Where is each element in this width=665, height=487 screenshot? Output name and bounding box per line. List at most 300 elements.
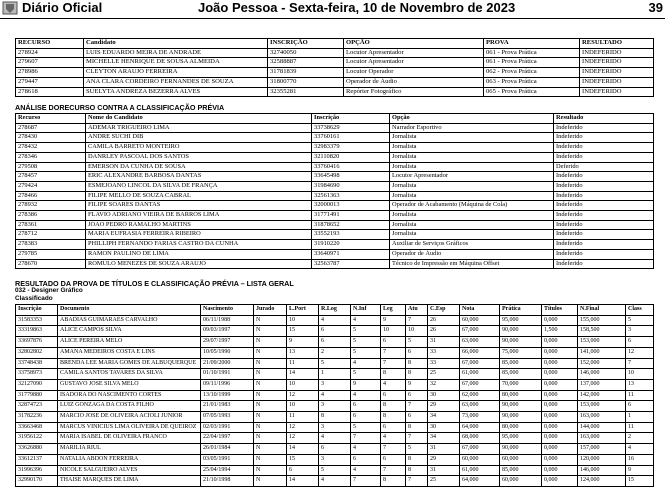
table-cell: 60,000 xyxy=(500,476,542,487)
table-cell: 30 xyxy=(428,390,460,401)
table-cell: N xyxy=(254,337,287,348)
table-cell: 13/10/1999 xyxy=(201,390,254,401)
table-cell: Operador de Áudio xyxy=(344,77,484,87)
table-cell: INDEFERIDO xyxy=(580,77,654,87)
table-cell: N xyxy=(254,476,287,487)
table-cell: 67,000 xyxy=(460,444,500,455)
table-cell: 73,000 xyxy=(460,412,500,423)
table-cell: CAMILA BARRETO MONTEIRO xyxy=(86,143,312,153)
table-cell: N xyxy=(254,347,287,358)
table-cell: 4 xyxy=(351,315,381,326)
table-cell: ERIC ALEXANDRE BARBOSA DANTAS xyxy=(86,172,312,182)
table-cell: 144,000 xyxy=(578,422,626,433)
table-cell: 6 xyxy=(381,422,406,433)
table-cell: 33760161 xyxy=(312,133,390,143)
table-cell: 7 xyxy=(351,476,381,487)
table-cell: 0,000 xyxy=(542,379,578,390)
table-cell: 32802802 xyxy=(16,347,58,358)
table-cell: Indeferido xyxy=(554,259,654,269)
table-cell: 6 xyxy=(319,326,351,337)
table-cell: 3 xyxy=(319,379,351,390)
table-row xyxy=(16,220,654,230)
table-cell: Indeferido xyxy=(554,143,654,153)
table-cell: 5 xyxy=(406,444,428,455)
table-cell: 02/03/1991 xyxy=(201,422,254,433)
column-header: L.Port xyxy=(287,305,319,316)
table-cell: 32561363 xyxy=(312,191,390,201)
table-row xyxy=(16,230,654,240)
table-cell: 278346 xyxy=(16,152,86,162)
table-cell: 7 xyxy=(351,433,381,444)
table-cell: 5 xyxy=(351,347,381,358)
table-cell: 7 xyxy=(626,358,654,369)
table-row xyxy=(16,249,654,259)
table-cell: 0,000 xyxy=(542,401,578,412)
table-row xyxy=(16,191,654,201)
table-cell: 4 xyxy=(319,315,351,326)
table-cell: 7 xyxy=(406,401,428,412)
table-cell: 7 xyxy=(381,444,406,455)
table-cell: 163,000 xyxy=(578,433,626,444)
column-header: Candidato xyxy=(84,39,268,49)
table-cell: 5 xyxy=(319,465,351,476)
table-cell: 9 xyxy=(351,379,381,390)
table-cell: Indeferido xyxy=(554,249,654,259)
table-cell: FLAVIO ADRIANO VIEIRA DE BARROS LIMA xyxy=(86,211,312,221)
table-cell: 8 xyxy=(319,412,351,423)
table-cell: BRENDA LEE MARIA GOMES DE ALBUQUERQUE xyxy=(58,358,201,369)
table-row xyxy=(16,240,654,250)
table-row xyxy=(16,358,654,369)
table-cell: 065 - Prova Prática xyxy=(484,87,580,97)
table-cell: N xyxy=(254,412,287,423)
table-cell: 063 - Prova Prática xyxy=(484,77,580,87)
table-cell: Técnico de Impressão em Máquina Offset xyxy=(390,259,554,269)
table-cell: 6 xyxy=(406,412,428,423)
table-cell: 64,000 xyxy=(460,422,500,433)
table-cell: 12 xyxy=(287,433,319,444)
table-cell: 61,000 xyxy=(460,369,500,380)
table-cell: 85,000 xyxy=(500,369,542,380)
table-cell: Jornalista xyxy=(390,191,554,201)
table-cell: 11 xyxy=(287,358,319,369)
table-cell: 6 xyxy=(319,444,351,455)
table-cell: INDEFERIDO xyxy=(580,48,654,58)
table-cell: ALICE CAMPOS SILVA xyxy=(58,326,201,337)
table-cell: 0,000 xyxy=(542,433,578,444)
table-cell: 278932 xyxy=(16,201,86,211)
column-header: Resultado xyxy=(554,114,654,124)
table-cell: 062 - Prova Prática xyxy=(484,68,580,78)
table-cell: 7 xyxy=(406,315,428,326)
column-header: C.Esp xyxy=(428,305,460,316)
table-cell: 146,000 xyxy=(578,369,626,380)
column-header: Class xyxy=(626,305,654,316)
table-cell: Locutor Apresentador xyxy=(344,48,484,58)
table-cell: 33760416 xyxy=(312,162,390,172)
table-cell: 8 xyxy=(406,465,428,476)
table-cell: 26 xyxy=(428,315,460,326)
table-cell: 10 xyxy=(626,369,654,380)
table-cell: 0,000 xyxy=(542,315,578,326)
section3-title: RESULTADO DA PROVA DE TÍTULOS E CLASSIFICAÇÃO PRÉVIA – LISTA GERAL xyxy=(15,279,294,288)
table-cell: 141,000 xyxy=(578,347,626,358)
column-header: Leg xyxy=(381,305,406,316)
table-cell: 32588887 xyxy=(268,58,344,68)
table-cell: 6 xyxy=(351,412,381,423)
table-cell: 279508 xyxy=(16,162,86,172)
column-header: Títulos xyxy=(542,305,578,316)
table-header-row xyxy=(16,114,654,124)
table-cell: 80,000 xyxy=(500,390,542,401)
table-cell: 153,000 xyxy=(578,401,626,412)
table-cell: 90,000 xyxy=(500,401,542,412)
table-cell: 67,000 xyxy=(460,358,500,369)
table-cell: 29 xyxy=(428,454,460,465)
table-cell: MARIA EUFRASIA FERREIRA RIBEIRO xyxy=(86,230,312,240)
table-cell: Repórter Fotográfico xyxy=(344,87,484,97)
table-cell: 22/04/1997 xyxy=(201,433,254,444)
table-cell: 31984690 xyxy=(312,181,390,191)
table-cell: 8 xyxy=(381,401,406,412)
table-cell: 66,000 xyxy=(460,347,500,358)
table-cell: 278687 xyxy=(16,123,86,133)
table-cell: 5 xyxy=(351,337,381,348)
table-cell: 60,000 xyxy=(460,315,500,326)
table-cell: 278670 xyxy=(16,259,86,269)
table-row xyxy=(16,162,654,172)
table-row xyxy=(16,77,654,87)
table-cell: 5 xyxy=(406,337,428,348)
table-cell: 0,000 xyxy=(542,444,578,455)
table-cell: N xyxy=(254,379,287,390)
table-cell: Indeferido xyxy=(554,133,654,143)
table-cell: Jornalista xyxy=(390,230,554,240)
table-cell: Locutor Apresentador xyxy=(390,172,554,182)
appeals-table-1-header xyxy=(16,39,654,49)
table-row xyxy=(16,422,654,433)
table-cell: 4 xyxy=(351,465,381,476)
table-cell: 6 xyxy=(406,347,428,358)
table-cell: 3 xyxy=(319,422,351,433)
table-cell: Indeferido xyxy=(554,191,654,201)
table-row xyxy=(16,172,654,182)
table-cell: 7 xyxy=(406,433,428,444)
table-cell: 0,000 xyxy=(542,454,578,465)
table-cell: JOAO PEDRO RAMALHO MARTINS xyxy=(86,220,312,230)
table-cell: 0,000 xyxy=(542,337,578,348)
table-cell: 95,000 xyxy=(500,315,542,326)
table-cell: DANRLEY PASCOAL DOS SANTOS xyxy=(86,152,312,162)
column-header: R.Log xyxy=(319,305,351,316)
table-cell: 60,000 xyxy=(500,454,542,465)
table-cell: 7 xyxy=(381,465,406,476)
table-cell: 09/03/1997 xyxy=(201,326,254,337)
table-cell: 7 xyxy=(381,358,406,369)
table-cell: 5 xyxy=(319,358,351,369)
table-cell: LUIS EDUARDO MEIRA DE ANDRADE xyxy=(84,48,268,58)
table-cell: Operador de Áudio xyxy=(390,249,554,259)
table-cell: 5 xyxy=(351,422,381,433)
table-cell: 32355281 xyxy=(268,87,344,97)
table-cell: 061 - Prova Prática xyxy=(484,58,580,68)
table-cell: 279447 xyxy=(16,77,84,87)
table-cell: 33319863 xyxy=(16,326,58,337)
table-cell: 120,000 xyxy=(578,454,626,465)
table-cell: 03/05/1991 xyxy=(201,454,254,465)
table-cell: 07/05/1993 xyxy=(201,412,254,423)
table-cell: Indeferido xyxy=(554,230,654,240)
table-cell: 9 xyxy=(287,337,319,348)
appeals-table-2-header xyxy=(16,114,654,124)
table-cell: 155,000 xyxy=(578,315,626,326)
table-cell: MARILIA RIUL xyxy=(58,444,201,455)
table-cell: 8 xyxy=(406,358,428,369)
table-cell: 10 xyxy=(381,326,406,337)
column-header: Jurado xyxy=(254,305,287,316)
table-row xyxy=(16,379,654,390)
table-cell: 32 xyxy=(428,379,460,390)
table-cell: 7 xyxy=(406,476,428,487)
table-row xyxy=(16,315,654,326)
results-table-header xyxy=(16,305,654,316)
table-cell: 279785 xyxy=(16,249,86,259)
table-cell: 278712 xyxy=(16,230,86,240)
table-cell: 278432 xyxy=(16,143,86,153)
table-cell: 4 xyxy=(626,444,654,455)
table-cell: 85,000 xyxy=(500,465,542,476)
table-cell: 34 xyxy=(428,433,460,444)
table-cell: 0,000 xyxy=(542,358,578,369)
table-cell: MICHELLE HENRIQUE DE SOUSA ALMEIDA xyxy=(84,58,268,68)
table-cell: 8 xyxy=(381,369,406,380)
table-cell: 31779880 xyxy=(16,390,58,401)
table-row xyxy=(16,201,654,211)
column-header: Recurso xyxy=(16,114,86,124)
table-cell: 29 xyxy=(428,401,460,412)
table-cell: 70,000 xyxy=(500,379,542,390)
table-cell: 21/10/1998 xyxy=(201,476,254,487)
table-cell: 137,000 xyxy=(578,379,626,390)
table-cell: 15 xyxy=(626,476,654,487)
table-row xyxy=(16,211,654,221)
table-row xyxy=(16,401,654,412)
table-cell: 21/09/2000 xyxy=(201,358,254,369)
table-cell: N xyxy=(254,444,287,455)
table-cell: CLEYTON ARAUJO FERREIRA xyxy=(84,68,268,78)
table-cell: Narrador Esportivo xyxy=(390,123,554,133)
table-cell: NICOLE SALGUEIRO ALVES xyxy=(58,465,201,476)
table-cell: AMANA MEDEIROS COSTA E LINS xyxy=(58,347,201,358)
table-cell: 6 xyxy=(626,337,654,348)
table-cell: 26 xyxy=(428,326,460,337)
issue-date: João Pessoa - Sexta-feira, 10 de Novembro de 2023 xyxy=(198,0,516,15)
table-row xyxy=(16,123,654,133)
table-cell: 11 xyxy=(626,390,654,401)
table-cell: 80,000 xyxy=(500,422,542,433)
table-cell: Indeferido xyxy=(554,211,654,221)
column-header: PROVA xyxy=(484,39,580,49)
table-cell: 32740050 xyxy=(268,48,344,58)
table-cell: 31996396 xyxy=(16,465,58,476)
table-cell: 061 - Prova Prática xyxy=(484,48,580,58)
table-cell: 163,000 xyxy=(578,412,626,423)
table-cell: Indeferido xyxy=(554,201,654,211)
table-cell: Operador de Acabamento (Máquina de Cola) xyxy=(390,201,554,211)
table-cell: N xyxy=(254,401,287,412)
table-cell: 32990170 xyxy=(16,476,58,487)
table-cell: 33748438 xyxy=(16,358,58,369)
table-cell: 124,000 xyxy=(578,476,626,487)
table-cell: 6 xyxy=(381,390,406,401)
table-cell: Deferido xyxy=(554,162,654,172)
table-row xyxy=(16,433,654,444)
table-cell: 6 xyxy=(381,454,406,465)
table-cell: 278386 xyxy=(16,211,86,221)
table-cell: 16 xyxy=(626,454,654,465)
table-cell: 3 xyxy=(626,326,654,337)
table-cell: Indeferido xyxy=(554,172,654,182)
table-cell: 4 xyxy=(381,379,406,390)
table-cell: 278383 xyxy=(16,240,86,250)
table-cell: N xyxy=(254,433,287,444)
table-cell: 31 xyxy=(428,337,460,348)
table-cell: 278924 xyxy=(16,48,84,58)
table-cell: 15 xyxy=(287,326,319,337)
section3-label: Classificado xyxy=(15,295,53,302)
column-header: OPÇÃO xyxy=(344,39,484,49)
table-cell: Jornalista xyxy=(390,162,554,172)
table-row xyxy=(16,259,654,269)
table-row xyxy=(16,68,654,78)
table-cell: N xyxy=(254,358,287,369)
section3-subtitle: 032 - Designer Gráfico xyxy=(15,287,83,294)
table-cell: 06/11/1988 xyxy=(201,315,254,326)
table-cell: 8 xyxy=(406,369,428,380)
table-row xyxy=(16,390,654,401)
table-cell: 10 xyxy=(287,401,319,412)
column-header: N.Inf xyxy=(351,305,381,316)
table-cell: N xyxy=(254,369,287,380)
table-cell: FILIPE MELLO DE SOUZA CABRAL xyxy=(86,191,312,201)
table-cell: LUIZ GONZAGA DA COSTA FILHO xyxy=(58,401,201,412)
appeals-table-2 xyxy=(15,113,654,269)
table-cell: 278457 xyxy=(16,172,86,182)
table-cell: Jornalista xyxy=(390,220,554,230)
table-cell: N xyxy=(254,422,287,433)
table-cell: 12 xyxy=(287,390,319,401)
table-cell: 3 xyxy=(319,454,351,465)
table-row xyxy=(16,444,654,455)
table-cell: 0,000 xyxy=(542,412,578,423)
table-cell: 31 xyxy=(428,465,460,476)
table-cell: INDEFERIDO xyxy=(580,58,654,68)
table-cell: 8 xyxy=(406,454,428,465)
table-cell: Indeferido xyxy=(554,181,654,191)
table-cell: 21/01/1983 xyxy=(201,401,254,412)
table-cell: 4 xyxy=(319,476,351,487)
table-cell: 33 xyxy=(428,347,460,358)
table-row xyxy=(16,454,654,465)
table-cell: 33663468 xyxy=(16,422,58,433)
table-cell: ADEMAR TRIGUEIRO LIMA xyxy=(86,123,312,133)
table-cell: 33 xyxy=(428,358,460,369)
table-cell: Indeferido xyxy=(554,152,654,162)
table-cell: 26/01/1984 xyxy=(201,444,254,455)
table-row xyxy=(16,48,654,58)
table-cell: Jornalista xyxy=(390,152,554,162)
table-cell: 63,000 xyxy=(460,401,500,412)
table-cell: MARIA ISABEL DE OLIVEIRA FRANCO xyxy=(58,433,201,444)
table-cell: 0,000 xyxy=(542,369,578,380)
table-cell: 6 xyxy=(626,401,654,412)
table-cell: 2 xyxy=(319,347,351,358)
table-cell: 12 xyxy=(626,347,654,358)
table-cell: 75,000 xyxy=(500,347,542,358)
table-cell: 33612137 xyxy=(16,454,58,465)
table-cell: MARCIO JOSE DE OLIVEIRA ACIOLI JUNIOR xyxy=(58,412,201,423)
table-row xyxy=(16,337,654,348)
column-header: N.Final xyxy=(578,305,626,316)
table-cell: 278466 xyxy=(16,191,86,201)
column-header: Prática xyxy=(500,305,542,316)
page-number: 39 xyxy=(648,0,663,15)
table-cell: 12 xyxy=(287,422,319,433)
table-cell: 63,000 xyxy=(460,337,500,348)
table-cell: 15 xyxy=(287,454,319,465)
table-cell: 14 xyxy=(287,369,319,380)
table-cell: 2 xyxy=(626,433,654,444)
table-cell: 6 xyxy=(319,337,351,348)
column-header: Nascimento xyxy=(201,305,254,316)
table-cell: 31782236 xyxy=(16,412,58,423)
table-cell: ISADORA DO NASCIMENTO CORTES xyxy=(58,390,201,401)
table-cell: 157,000 xyxy=(578,444,626,455)
table-cell: ROMULO MENEZES DE SOUZA ARAUJO xyxy=(86,259,312,269)
table-cell: 1 xyxy=(319,369,351,380)
table-cell: 9 xyxy=(626,465,654,476)
table-cell: N xyxy=(254,315,287,326)
table-cell: 33640971 xyxy=(312,249,390,259)
table-cell: 10 xyxy=(287,379,319,390)
table-row xyxy=(16,347,654,358)
table-cell: SUELYTA ANDREZA BEZERRA ALVES xyxy=(84,87,268,97)
table-cell: Jornalista xyxy=(390,133,554,143)
table-cell: Indeferido xyxy=(554,123,654,133)
table-cell: 90,000 xyxy=(500,326,542,337)
table-cell: 25 xyxy=(428,476,460,487)
table-cell: 6 xyxy=(351,401,381,412)
table-cell: ABADIAS GUIMARAES CARVALHO xyxy=(58,315,201,326)
table-cell: 4 xyxy=(351,390,381,401)
table-cell: 64,000 xyxy=(460,476,500,487)
table-cell: INDEFERIDO xyxy=(580,87,654,97)
table-cell: 10 xyxy=(287,315,319,326)
table-cell: 13 xyxy=(626,379,654,390)
column-header: Opção xyxy=(390,114,554,124)
table-cell: 32000013 xyxy=(312,201,390,211)
table-cell: 5 xyxy=(351,369,381,380)
table-cell: N xyxy=(254,326,287,337)
table-cell: THAISE MARQUES DE LIMA xyxy=(58,476,201,487)
table-cell: RAMON PAULINO DE LIMA xyxy=(86,249,312,259)
table-cell: 67,000 xyxy=(460,379,500,390)
column-header: Nome do Candidato xyxy=(86,114,312,124)
table-cell: 6 xyxy=(381,337,406,348)
table-cell: 9 xyxy=(406,379,428,390)
table-cell: GUSTAVO JOSE SILVA MELO xyxy=(58,379,201,390)
table-cell: CAMILA SANTOS TAVARES DA SILVA xyxy=(58,369,201,380)
